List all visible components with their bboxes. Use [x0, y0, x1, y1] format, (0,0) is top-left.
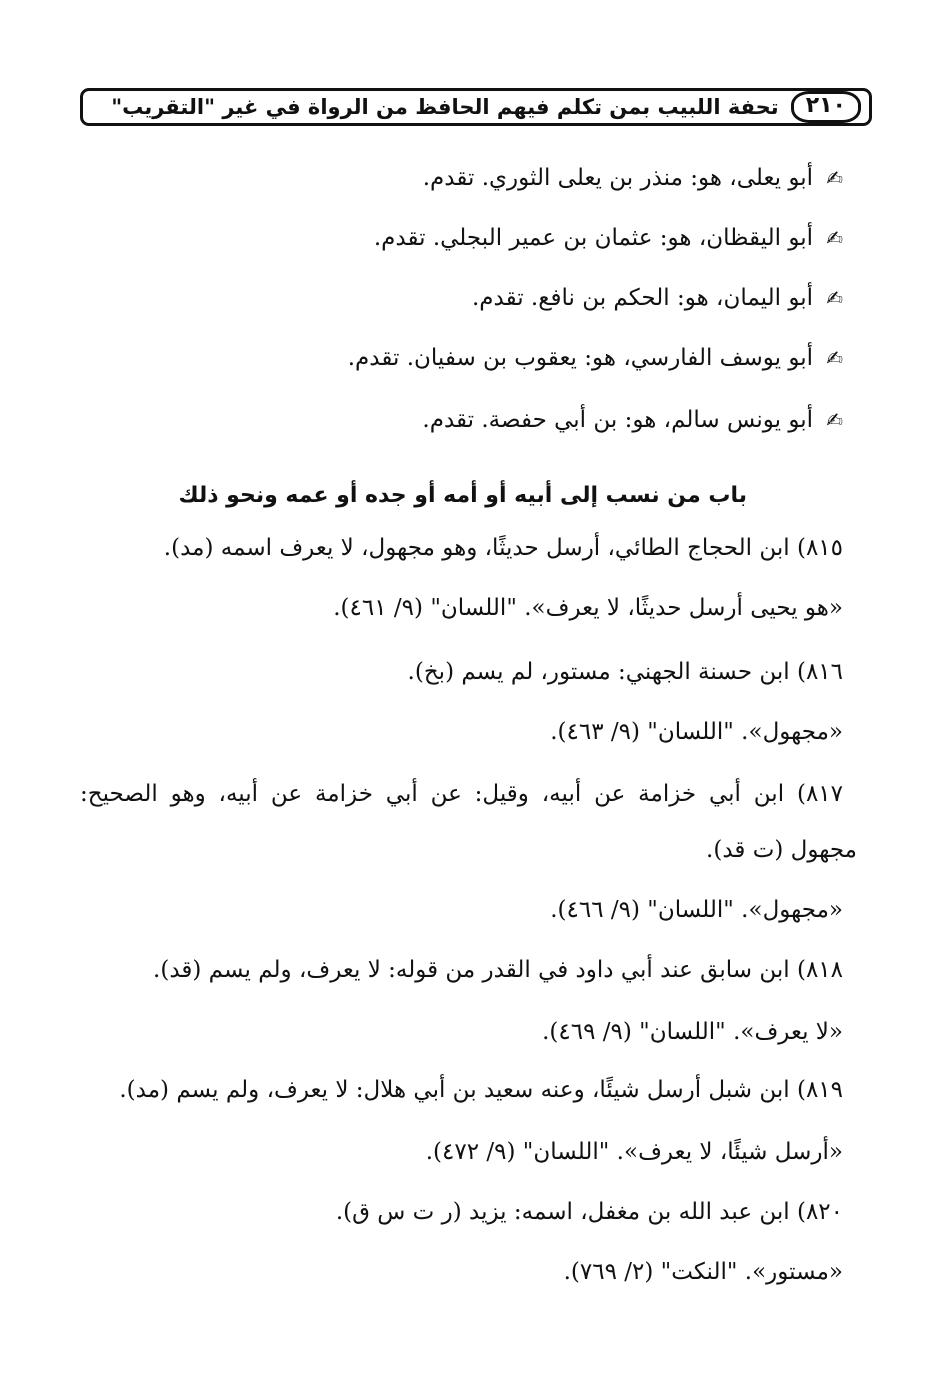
entry-note: «مجهول». "اللسان" (٩/ ٤٦٣).	[550, 719, 843, 745]
pen-icon: ✍	[826, 346, 843, 370]
kunya-entry: ✍أبو اليمان، هو: الحكم بن نافع. تقدم.	[472, 280, 843, 316]
entry-note: «مستور». "النكت" (٢/ ٧٦٩).	[563, 1259, 843, 1285]
running-header	[80, 88, 872, 126]
pen-icon: ✍	[826, 166, 843, 190]
pen-icon: ✍	[826, 408, 843, 432]
entry-note: «لا يعرف». "اللسان" (٩/ ٤٦٩).	[542, 1019, 843, 1045]
pen-icon: ✍	[826, 286, 843, 310]
kunya-entry: ✍أبو يوسف الفارسي، هو: يعقوب بن سفيان. تقدم.	[348, 340, 843, 376]
entry-text: ٨١٨) ابن سابق عند أبي داود في القدر من قوله: لا يعرف، ولم يسم (قد).	[153, 957, 843, 983]
kunya-entry: ✍أبو يونس سالم، هو: بن أبي حفصة. تقدم.	[422, 402, 843, 438]
pen-icon: ✍	[826, 226, 843, 250]
page-number: ٢١٠	[791, 91, 861, 123]
entry-note: «هو يحيى أرسل حديثًا، لا يعرف». "اللسان" (٩/ ٤٦١).	[333, 595, 843, 621]
entry-text: ٨١٧) ابن أبي خزامة عن أبيه، وقيل: عن أبي خزامة عن أبيه، وهو الصحيح:	[80, 781, 843, 807]
entry-text-continuation: مجهول (ت قد).	[706, 837, 857, 863]
entry-text: ٨١٩) ابن شبل أرسل شيئًا، وعنه سعيد بن أبي هلال: لا يعرف، ولم يسم (مد).	[119, 1077, 843, 1103]
entry-text: ٨١٦) ابن حسنة الجهني: مستور، لم يسم (بخ).	[407, 659, 843, 685]
entry-note: «مجهول». "اللسان" (٩/ ٤٦٦).	[550, 897, 843, 923]
running-title: تحفة اللبيب بمن تكلم فيهم الحافظ من الرواة في غير "التقريب"	[111, 95, 779, 119]
entry-text: ٨٢٠) ابن عبد الله بن مغفل، اسمه: يزيد (ر ت س ق).	[335, 1199, 843, 1225]
entry-note: «أرسل شيئًا، لا يعرف». "اللسان" (٩/ ٤٧٢).	[425, 1139, 843, 1165]
section-heading: باب من نسب إلى أبيه أو أمه أو جده أو عمه ونحو ذلك	[178, 483, 747, 508]
kunya-entry: ✍أبو يعلى، هو: منذر بن يعلى الثوري. تقدم.	[423, 160, 843, 196]
entry-text: ٨١٥) ابن الحجاج الطائي، أرسل حديثًا، وهو مجهول، لا يعرف اسمه (مد).	[163, 535, 843, 561]
kunya-entry: ✍أبو اليقظان، هو: عثمان بن عمير البجلي. تقدم.	[374, 220, 843, 256]
